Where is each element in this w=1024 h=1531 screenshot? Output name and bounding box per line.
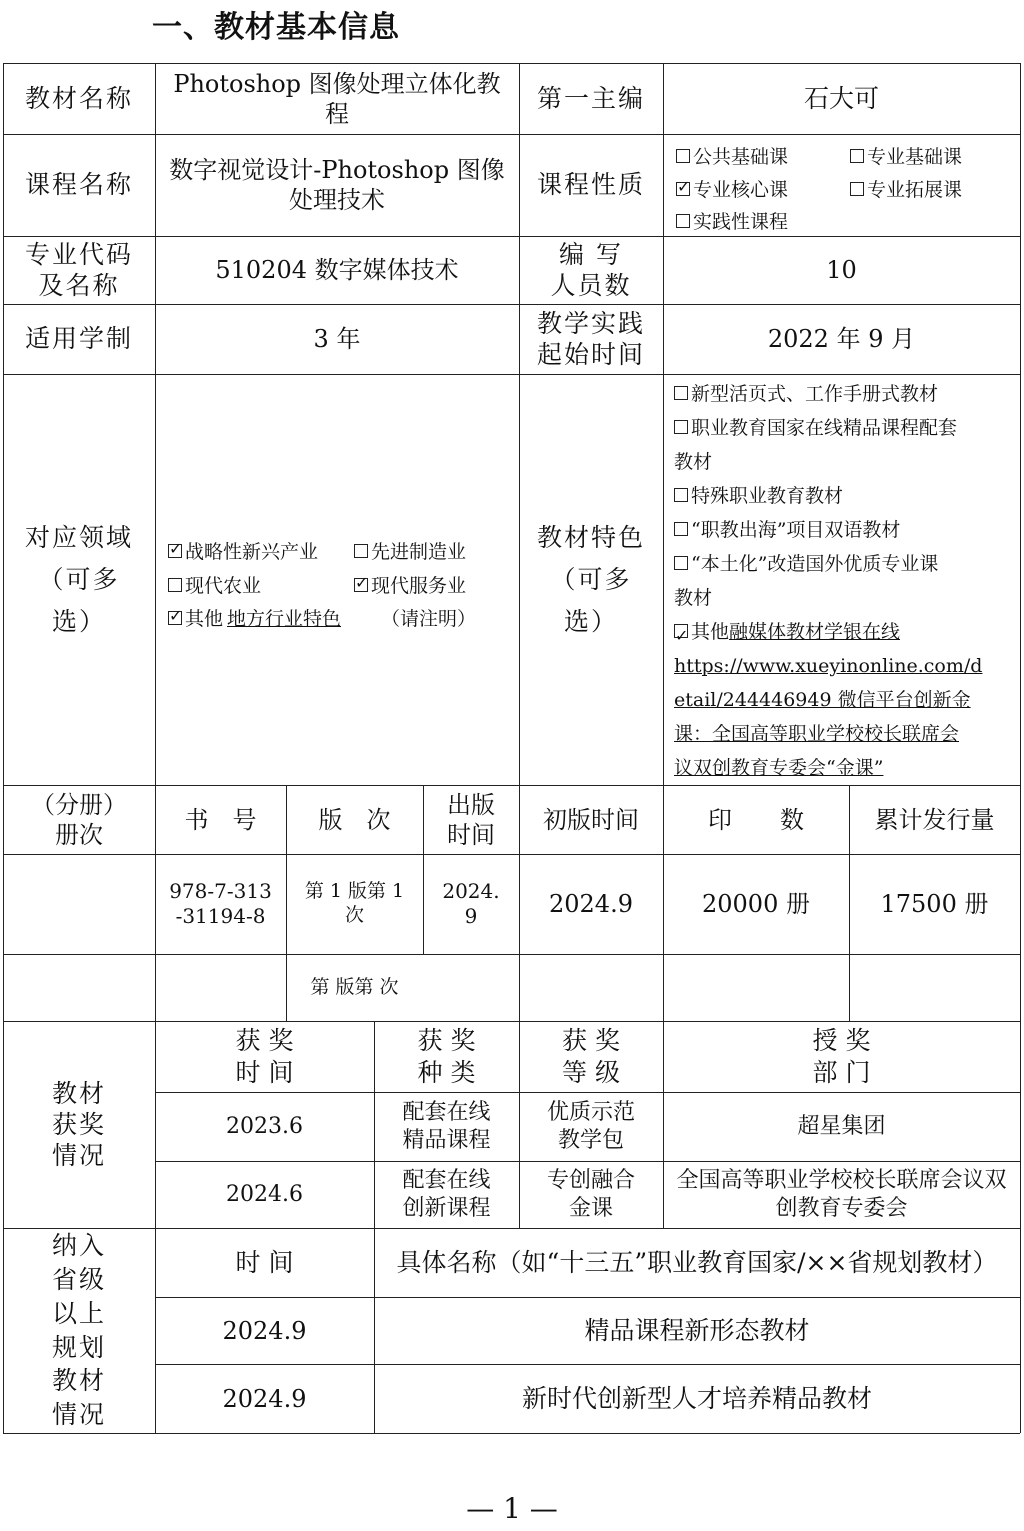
vol-header-firsttime: 初版时间 <box>543 805 639 834</box>
feature-option-1[interactable]: 新型活页式、工作手册式教材 <box>674 377 1014 411</box>
book-name-label: 教材名称 <box>24 83 133 113</box>
vol-edition: 第 1 版第 1 次 <box>304 880 405 926</box>
feature-option-4[interactable]: “职教出海”项目双语教材 <box>674 513 1014 547</box>
option-major-core[interactable]: ✓ 专业核心课 <box>676 175 788 202</box>
plan-time: 2024.9 <box>222 1316 307 1345</box>
vol-header-isbn: 书 号 <box>184 805 257 834</box>
option-major-extend[interactable]: 专业拓展课 <box>850 175 962 202</box>
feature-option-3[interactable]: 特殊职业教育教材 <box>674 479 1014 513</box>
vol-header-total: 累计发行量 <box>874 805 995 834</box>
feature-other-line: https://www.xueyinonline.com/d <box>674 655 983 677</box>
chief-editor-value: 石大可 <box>803 83 879 113</box>
vol-isbn: 978-7-313-31194-8 <box>169 879 272 928</box>
plan-time: 2024.9 <box>222 1384 307 1413</box>
vol-prints: 20000 册 <box>702 890 810 918</box>
feature-option-5[interactable]: “本土化”改造国外优质专业课 <box>674 547 1014 581</box>
vol-header-prints: 印 数 <box>708 805 804 834</box>
major-label: 专业代码及名称 <box>24 239 133 300</box>
award-time: 2023.6 <box>226 1113 303 1139</box>
vol-edition-empty: 第 版第 次 <box>310 975 399 998</box>
award-dept: 超星集团 <box>797 1113 886 1139</box>
checkbox-icon <box>674 556 688 570</box>
plan-name: 精品课程新形态教材 <box>584 1315 810 1345</box>
option-practice[interactable]: 实践性课程 <box>676 207 788 234</box>
checkbox-icon <box>676 214 690 228</box>
checkbox-icon <box>850 149 864 163</box>
award-type: 配套在线精品课程 <box>402 1100 491 1153</box>
checkbox-icon <box>674 386 688 400</box>
option-major-basic[interactable]: 专业基础课 <box>850 142 962 169</box>
checkbox-icon <box>354 544 368 558</box>
writers-value: 10 <box>826 256 857 284</box>
chief-editor-label: 第一主编 <box>536 83 645 113</box>
feature-option-5-cont: 教材 <box>674 587 713 609</box>
domain-strategic[interactable]: ✓ 战略性新兴产业 <box>168 537 318 564</box>
domain-label: 对应领域 （可多 选） <box>24 522 133 636</box>
feature-option-6[interactable]: ✓其他融媒体教材学银在线 <box>674 615 1014 649</box>
checkbox-icon <box>676 149 690 163</box>
domain-manufacturing[interactable]: 先进制造业 <box>354 537 466 564</box>
section-heading: 一、教材基本信息 <box>152 10 400 45</box>
awards-header-level: 获 奖 等 级 <box>562 1026 620 1087</box>
plan-label: 纳入省级以上规划教材情况 <box>51 1231 106 1429</box>
course-name-value: 数字视觉设计-Photoshop 图像处理技术 <box>169 156 505 214</box>
feature-option-2-cont: 教材 <box>674 451 713 473</box>
plan-header-time: 时 间 <box>235 1247 294 1277</box>
domain-service[interactable]: ✓ 现代服务业 <box>354 571 466 598</box>
years-label: 适用学制 <box>24 324 133 354</box>
checked-checkbox-icon <box>168 544 182 558</box>
checked-checkbox-icon <box>676 182 690 196</box>
major-value: 510204 数字媒体技术 <box>215 256 459 284</box>
feature-other-text: 融媒体教材学银在线 <box>729 621 901 643</box>
award-type: 配套在线创新课程 <box>402 1168 491 1221</box>
checked-checkbox-icon <box>168 611 182 625</box>
vol-header-pubtime: 出版时间 <box>447 790 495 849</box>
years-value: 3 年 <box>313 325 361 353</box>
awards-header-type: 获 奖 种 类 <box>417 1026 476 1087</box>
option-public-basic[interactable]: 公共基础课 <box>676 142 788 169</box>
award-time: 2024.6 <box>226 1181 303 1207</box>
features-label: 教材特色 （可多 选） <box>536 522 645 636</box>
vol-header-edition: 版 次 <box>318 805 391 834</box>
checked-checkbox-icon <box>674 624 688 638</box>
page-number: — 1 — <box>466 1492 558 1525</box>
course-name-label: 课程名称 <box>24 170 133 200</box>
vol-total: 17500 册 <box>880 890 989 918</box>
domain-other[interactable]: ✓ 其他 地方行业特色 （请注明） <box>168 604 476 631</box>
awards-label: 教材获奖情况 <box>51 1078 106 1171</box>
plan-name: 新时代创新型人才培养精品教材 <box>521 1383 872 1413</box>
feature-option-2[interactable]: 职业教育国家在线精品课程配套 <box>674 411 1014 445</box>
checkbox-icon <box>850 182 864 196</box>
vol-firsttime: 2024.9 <box>549 890 633 918</box>
writers-label: 编 写 人员数 <box>550 239 632 300</box>
award-dept: 全国高等职业学校校长联席会议双创教育专委会 <box>676 1168 1007 1221</box>
feature-other-line: 议双创教育专委会“金课” <box>674 757 884 779</box>
course-nature-label: 课程性质 <box>536 170 645 200</box>
features-options <box>674 377 1014 785</box>
vol-header-volume: （分册）册次 <box>31 790 127 849</box>
plan-header-name: 具体名称（如“十三五”职业教育国家/××省规划教材） <box>396 1247 998 1277</box>
awards-header-dept: 授 奖 部 门 <box>812 1026 871 1087</box>
checked-checkbox-icon <box>354 578 368 592</box>
checkbox-icon <box>674 522 688 536</box>
awards-header-time: 获 奖 时 间 <box>235 1026 294 1087</box>
checkbox-icon <box>674 488 688 502</box>
feature-other-line: 课：全国高等职业学校校长联席会 <box>674 723 960 745</box>
book-name-value: Photoshop 图像处理立体化教程 <box>173 69 501 128</box>
checkbox-icon <box>168 578 182 592</box>
start-time-label: 教学实践起始时间 <box>536 308 645 369</box>
feature-other-line: etail/244446949 微信平台创新金 <box>674 689 971 711</box>
award-level: 专创融合金课 <box>546 1168 635 1221</box>
vol-pubtime: 2024.9 <box>442 879 500 928</box>
checkbox-icon <box>674 420 688 434</box>
award-level: 优质示范教学包 <box>546 1100 635 1153</box>
domain-agriculture[interactable]: 现代农业 <box>168 571 261 598</box>
start-time-value: 2022 年 9 月 <box>767 325 916 353</box>
domain-other-text: 地方行业特色 <box>227 608 342 630</box>
